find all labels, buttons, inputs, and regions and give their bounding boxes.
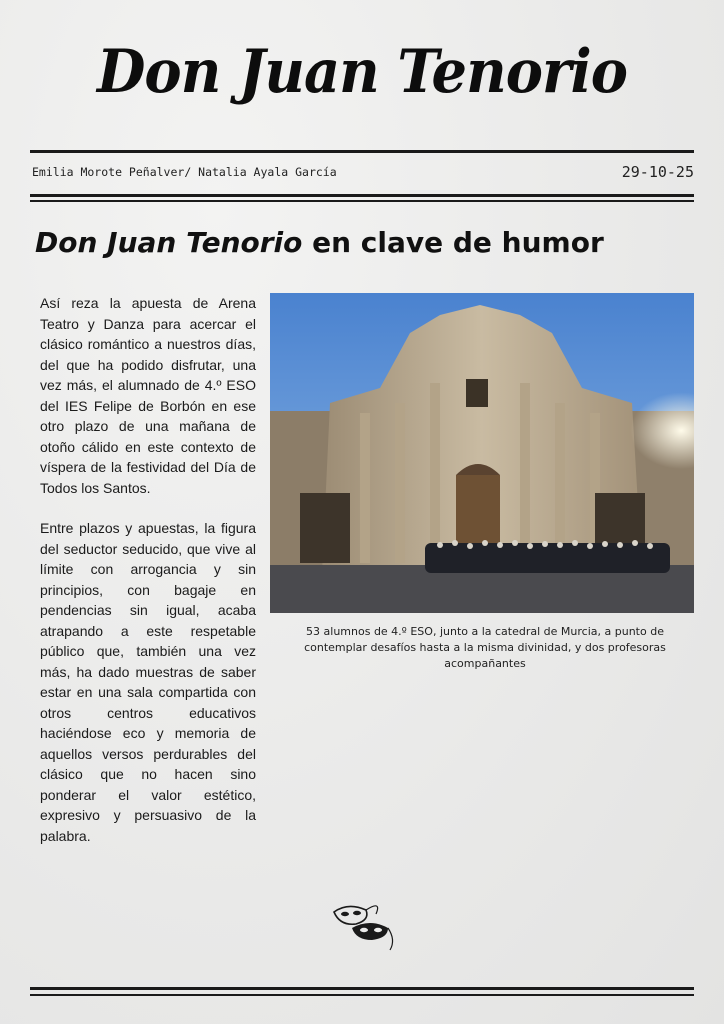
theater-masks-icon [326, 898, 398, 954]
byline-authors: Emilia Morote Peñalver/ Natalia Ayala García [32, 165, 337, 179]
byline-date: 29-10-25 [621, 163, 694, 181]
photo-caption: 53 alumnos de 4.º ESO, junto a la catedral de Murcia, a punto de contemplar desafíos hasta a la misma divinidad, y dos profesoras acompañantes [304, 625, 666, 670]
headline-rest: en clave de humor [302, 226, 604, 259]
article-headline [35, 226, 604, 259]
bottom-rule-thin [30, 994, 694, 996]
masthead-title: Don Juan Tenorio [96, 37, 628, 107]
bottom-rule-thick [30, 987, 694, 990]
byline-rule-thick [30, 194, 694, 197]
article-paragraph: Así reza la apuesta de Arena Teatro y Danza para acercar el clásico romántico a nuestros días, del que ha podido disfrutar, una vez más, el alumnado de 4.º ESO del IES Felipe de Borbón en ese otro plazo de una mañana de otoño cálido en este contexto de víspera de la festividad del Día de Todos los Santos. [40, 295, 256, 496]
cathedral-photo-illustration [270, 293, 694, 613]
article-body [40, 293, 256, 866]
cathedral-photo [270, 293, 694, 613]
byline-rule-thin [30, 200, 694, 202]
headline-italic: Don Juan Tenorio [35, 226, 303, 259]
top-rule [30, 150, 694, 153]
article-paragraph: Entre plazos y apuestas, la figura del seductor seducido, que vive al límite con arrogancia y sin principios, con bagaje en pendencias sin igual, acaba atrapando a este respetable público que, también una vez más, ha dado muestras de saber estar en una sala compartida con otros centros educativos haciéndose eco y memoria de aquellos versos perdurables del clásico que no hacen sino ponderar el valor estético, expresivo y persuasivo de la palabra. [40, 520, 256, 844]
